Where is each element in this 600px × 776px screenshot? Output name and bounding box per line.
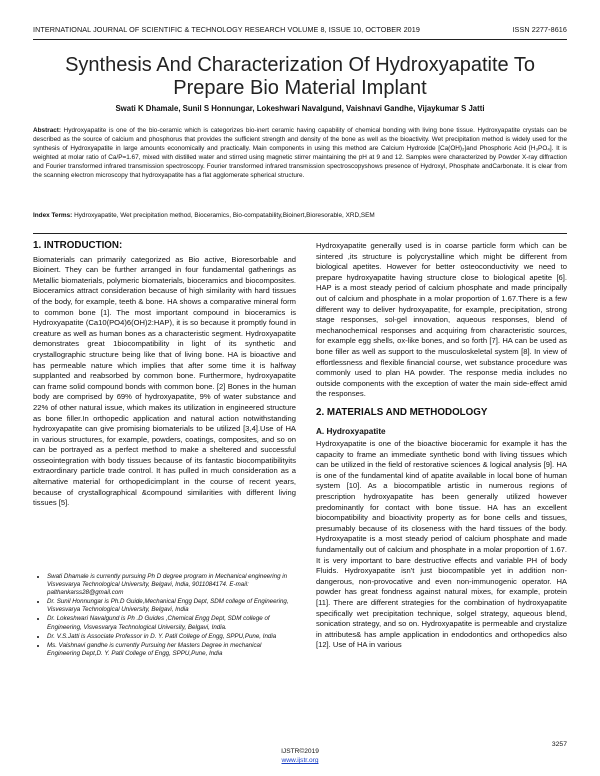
author-list: Swati K Dhamale, Sunil S Honnungar, Lokeshwari Navalgund, Vaishnavi Gandhe, Vijaykumar S Jatti — [115, 104, 485, 113]
journal-name: INTERNATIONAL JOURNAL OF SCIENTIFIC & TECHNOLOGY RESEARCH VOLUME 8, ISSUE 10, OCTOBER 2019 — [33, 25, 420, 34]
abstract — [33, 127, 567, 180]
author-footnotes — [33, 573, 296, 659]
footnote-item: • Dr. Sunil Honnungar is Ph.D Guide,Mechanical Engg Dept, SDM college of Engineering, Visvesvarya Technological University, Belgavi, India — [47, 598, 296, 614]
footnote-item: • Dr. V.S.Jatti is Associate Professor in D. Y. Patil College of Engg, SPPU,Pune, India — [47, 633, 296, 641]
left-column — [33, 241, 296, 509]
copyright-code: IJSTR©2019 — [281, 748, 319, 755]
abstract-label: Abstract: — [33, 127, 62, 134]
right-paragraph-2: Hydroxyapatite is one of the bioactive bioceramic for example it has the capacity to frame an immediate synthetic bond with living tissues which can be utilized in the field of restorative sciences & logical analysis [9]. HA is one of the fundamental kind of apatite available in local bone of human system [10]. As a biocompatible artistic in numerous regions of prescription hydroxyapatite has been generally utilized however predominantly for contact with bone tissue. HA has an excellent biocompatibility and bioactivity property as for bone cells and tissues, presumably because of its closeness with the hard tissues of the body. Hydroxyapatite is a most steady period of calcium phosphate and made fundamentally out of calcium and phosphate in a molar proportion of 1.67. It is very important to bare destructive effects and variable PH of body Fluids. Hydroxyapatite isn't just biocompatible yet in addition non-dangerous, non-provocative and even non-immunogenic operator. HA powder has great fondness against natural mixes, for example, protein [11]. There are different strategies for the combination of hydroxyapatite specifically wet precipitation technique, solgel strategy, aqueous blend, sonication strategy, and so on. Hydroxyapatite is permeable and crystalize in attributes& has ample application in endodontics and orthopedics also [12]. Use of HA in various — [316, 439, 567, 650]
issn: ISSN 2277-8616 — [512, 25, 567, 34]
page-number: 3257 — [551, 741, 567, 748]
methodology-heading: 2. MATERIALS AND METHODOLOGY — [316, 406, 488, 418]
intro-paragraph: Biomaterials can primarily categorized as Bio active, Bioresorbable and Bioinert. They can be further arranged in four fundamental gatherings as Metallic biomaterials, polymeric biomaterials, bioceramics and biocomposites. Bioceramics attract consideration because of high similarity with hard tissues of the body, for example, teeth & bone. HA shows a comparative mineral form to common bone [1]. The most important compound in bioceramics is Hydroxyapatite (Ca10(PO4)6(OH)2:HAP), it is so because it promptly found in creature as well as human bones as a characteristic segment. Hydroxyapatite demonstrates great 1biocompatibility in light of its synthetic and crystallographic structure being like that of living bone. HA is bioactive and has permeable nature which implies that after some time it is halfway supplanted and reabsorbed by common bone. Furthermore, hydroxyapatite can frame solid compound bonds with common bone. [2] Bones in the human body are comprised by 69% of hydroxyapatite, 9% of water substance and 22% of other natural issue, which makes its utilization in engineered structure as bone filler.In orthopedic application and natural action notwithstanding hydroxyapatite can give promising biomaterials to be utilized [3,4].Use of HA in various structures, for example, powders, coatings, composites, and so on can be portrayed as a perfect method to make a sheltered and successful osseointegration with body tissues because of its fantastic biocompatibilityits extraordinary particle trade control. It has pulled in much consideration as a alternative material for orthopedicimplant in the course of recent years, because of crystallographical &compound similarities with different living tissues [5]. — [33, 254, 296, 508]
section-rule — [33, 233, 567, 234]
footnote-item: • Swati Dhamale is currently pursuing Ph D degree program in Mechanical engineering in Visvesvarya Technological University, Belgavi, India, 9011084174. E-mail: palthankarss28@gmail.com — [47, 573, 296, 597]
page-footer — [0, 747, 600, 765]
index-terms-label: Index Terms: — [33, 212, 73, 219]
header-rule — [33, 39, 567, 40]
journal-header — [33, 25, 567, 37]
footnote-item: • Dr. Lokeshwari Navalgund is Ph .D Guides ,Chemical Engg Dept, SDM college of Engineering, Visvesvarya Technological University, Belgavi, India. — [47, 615, 296, 631]
right-column — [316, 241, 567, 651]
journal-url-link[interactable]: www.ijstr.org — [281, 757, 319, 764]
index-terms — [33, 212, 567, 221]
hydroxyapatite-subheading: A. Hydroxyapatite — [316, 426, 386, 436]
paper-title: Synthesis And Characterization Of Hydroxyapatite To Prepare Bio Material Implant — [65, 54, 535, 99]
index-terms-text: Hydroxyapatite, Wet precipitation method, Bioceramics, Bio-compatability,Bioinert,Bioresorable, XRD,SEM — [74, 212, 375, 219]
intro-heading: 1. INTRODUCTION: — [33, 240, 123, 251]
abstract-text: Hydroxyapatite is one of the bio-ceramic which is categorizes bio-inert ceramic having capability of chemical bonding with living bone tissue. Hydroxyapatite crystals can be described as the source of calcium and phosphorus that provides the sufficient strength and density of the bone as well as the bioactivity. Wet precipitation method is widely used for the synthesis of Hydroxyapatite in large amounts economically and practically. Main components in using this method are Calcium Hydroxide [Ca(OH)₂]and Phosphoric Acid [H₃PO₄]. It is weighted at molar ratio of Ca/P=1.67, mixed with distilled water and stirred using magnetic stirrer maintaining the pH at 9 and 12. Samples were characterized by Powder X-ray diffraction and Fourier transformed infrared transmission spectroscopy. Fourier transformed infrared transmission spectroscopyshows presence of Hydroxyl, Phosphate andCarbonate. It is clear from the scanning electron microscopy that hydroxyapatite has a flat agglomerate spherical structure. — [33, 127, 567, 179]
footnote-item: • Ms. Vaishnavi gandhe is currently Pursuing her Masters Degree in mechanical Engineering Dept,D. Y. Patil College of Engg, SPPU,Pune, India — [47, 642, 296, 658]
right-paragraph-1: Hydroxyapatite generally used is in coarse particle form which can be sintered ,its structure is polycrystalline which might be different from biological apetites. However for better osteoconductivity we need to prepare hydroxyapatite having structure close to biological apetite [6]. HAP is a most steady period of calcium phosphate and made principally out of calcium and phosphate in a molar proportion of 1.67.There is a few different way to deliver hydroxyapatite, for example, precipitation, strong stage responses, sol-gel innovation, aqueous responses, blend of mechanochemical responses and acquiring from characteristic sources, for example egg shells, ox-like bones, and so forth [7]. HA can be used as bone filler as well as support to the musculoskeletal system [8]. In view of effortlessness and flexible financial course, wet substance procedure was commonly used to plan HA powder. The response media includes no outside components with the exception of water the main side-effect amid the responses. — [316, 241, 567, 399]
